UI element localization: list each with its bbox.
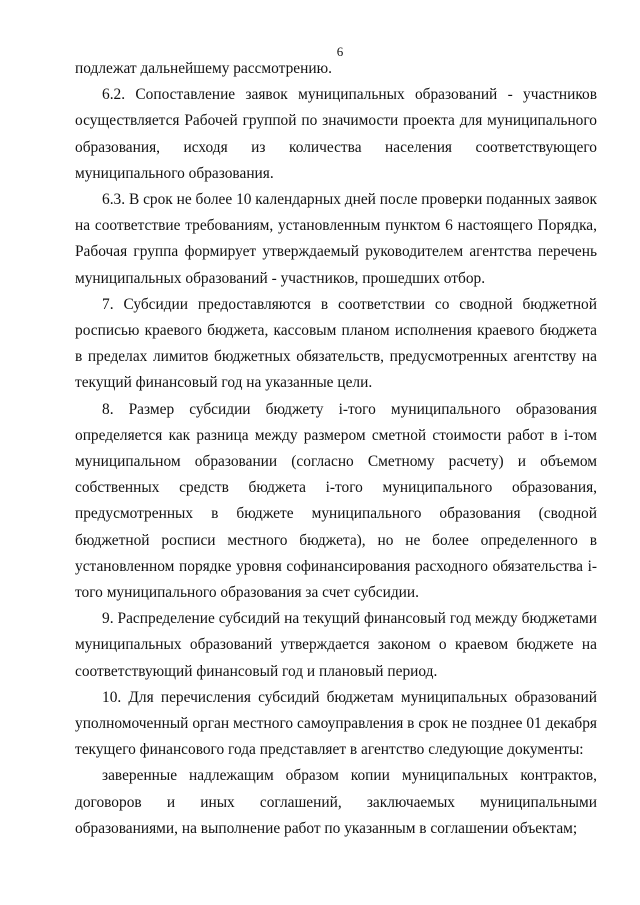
document-body — [75, 56, 597, 842]
paragraph-10: 10. Для перечисления субсидий бюджетам муниципальных образований уполномоченный орган местного самоуправления в срок не позднее 01 декабря текущего финансового года представляет в агентство следующие документы: — [75, 688, 597, 759]
paragraph-9: 9. Распределение субсидий на текущий финансовый год между бюджетами муниципальных образований утверждается законом о краевом бюджете на соответствующий финансовый год и плановый период. — [75, 610, 597, 680]
paragraph-7: 7. Субсидии предоставляются в соответствии со сводной бюджетной росписью краевого бюджета, кассовым планом исполнения краевого бюджета в пределах лимитов бюджетных обязательств, предусмотренных агентству на текущий финансовый год на указанные цели. — [75, 295, 597, 392]
paragraph-continuation: подлежат дальнейшему рассмотрению. — [75, 60, 332, 77]
paragraph-6-2: 6.2. Сопоставление заявок муниципальных образований - участников осуществляется Рабочей группой по значимости проекта для муниципального образования, исходя из количества населения соответствующего муниципального образования. — [75, 86, 597, 182]
paragraph-8: 8. Размер субсидии бюджету i-того муниципального образования определяется как разница между размером сметной стоимости работ в i-том муниципальном образовании (согласно Сметному расчету) и объемом собственных средств бюджета i-того муниципального образования, предусмотренных в бюджете муниципального образования (сводной бюджетной росписи местного бюджета), но не более определенного в установленном порядке уровня софинансирования расходного обязательства i-того муниципального образования за счет субсидии. — [75, 400, 597, 602]
paragraph-10-item: заверенные надлежащим образом копии муниципальных контрактов, договоров и иных соглашений, заключаемых муниципальными образованиями, на выполнение работ по указанным в соглашении объектам; — [75, 767, 597, 837]
page-number: 6 — [336, 44, 344, 59]
paragraph-6-3: 6.3. В срок не более 10 календарных дней после проверки поданных заявок на соответствие требованиям, установленным пунктом 6 настоящего Порядка, Рабочая группа формирует утверждаемый руководителем агентства перечень муниципальных образований - участников, прошедших отбор. — [75, 191, 597, 287]
